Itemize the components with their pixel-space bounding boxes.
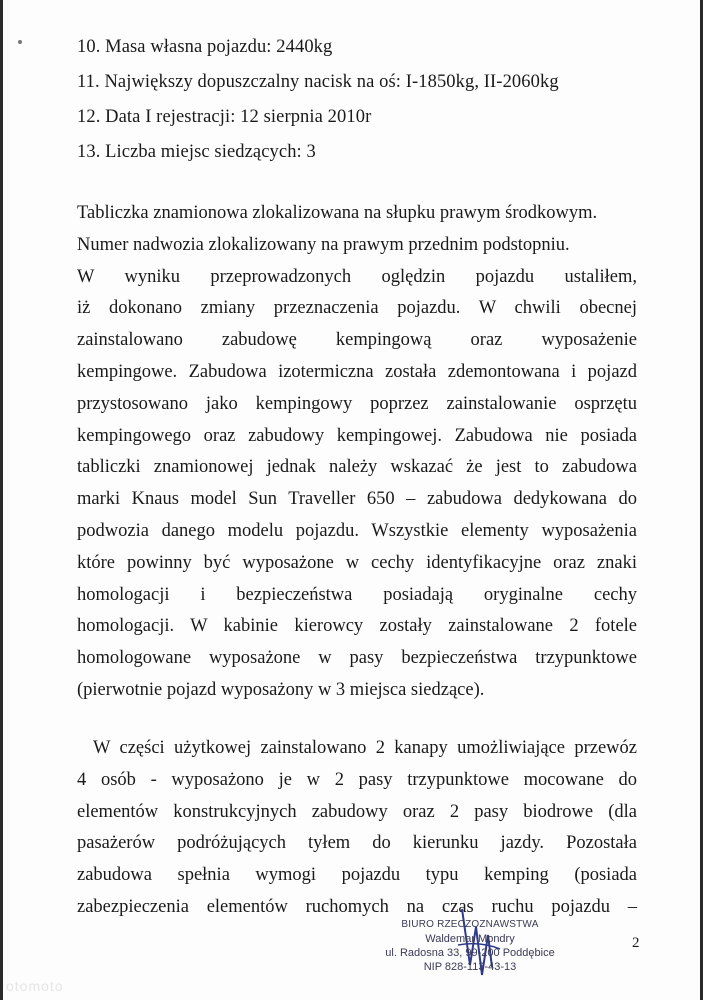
- text-line: marki Knaus model Sun Traveller 650 – zabudowa dedykowana do: [77, 489, 637, 510]
- text-line: Numer nadwozia zlokalizowany na prawym przednim podstopniu.: [77, 234, 570, 255]
- text-line: W części użytkowej zainstalowano 2 kanapy umożliwiające przewóz: [93, 738, 637, 758]
- text-line: (pierwotnie pojazd wyposażony w 3 miejsca siedzące).: [77, 679, 485, 700]
- text-line: kempingowe. Zabudowa izotermiczna została zdemontowana i pojazd: [77, 361, 637, 382]
- text-line: które powinny być wyposażone w cechy identyfikacyjne oraz znaki: [77, 552, 637, 573]
- text-line: homologacji. W kabinie kierowcy zostały zainstalowane 2 fotele: [77, 616, 637, 637]
- text-line: kempingowego oraz zabudowy kempingowej. Zabudowa nie posiada: [77, 425, 637, 446]
- vehicle-data-list: [77, 30, 637, 170]
- list-item: 10. Masa własna pojazdu: 2440kg: [77, 37, 333, 57]
- text-line: pasażerów podróżujących tyłem do kierunku jazdy. Pozostała: [77, 833, 637, 854]
- text-line: homologacji i bezpieczeństwa posiadają oryginalne cechy: [77, 584, 637, 605]
- company-stamp: [340, 918, 600, 974]
- stamp-line: BIURO RZECZOZNAWSTWA: [401, 919, 539, 930]
- text-line: zabudowa spełnia wymogi pojazdu typu kemping (posiada: [77, 865, 637, 886]
- stamp-line: Waldemar Mondry: [425, 933, 515, 945]
- paragraph-seating: [77, 733, 637, 924]
- text-line: Tabliczka znamionowa zlokalizowana na słupku prawym środkowym.: [77, 203, 598, 223]
- text-line: podwozia danego modelu pojazdu. Wszystkie elementy wyposażenia: [77, 520, 637, 541]
- text-line: iż dokonano zmiany przeznaczenia pojazdu. W chwili obecnej: [77, 298, 637, 319]
- text-line: zainstalowano zabudowę kempingową oraz wyposażenie: [77, 330, 637, 351]
- text-line: W wyniku przeprowadzonych oględzin pojazdu ustaliłem,: [77, 266, 637, 287]
- text-line: elementów konstrukcyjnych zabudowy oraz 2 pasy biodrowe (dla: [77, 801, 637, 822]
- stamp-line: ul. Radosna 33, 99-200 Poddębice: [385, 947, 555, 959]
- text-line: przystosowano jako kempingowy poprzez zainstalowanie osprzętu: [77, 393, 637, 414]
- text-line: tabliczki znamionowej jednak należy wskazać że jest to zabudowa: [77, 457, 637, 478]
- list-item: 12. Data I rejestracji: 12 sierpnia 2010r: [77, 107, 372, 127]
- left-border: [0, 0, 3, 1000]
- watermark: otomoto: [6, 978, 64, 994]
- paragraph-inspection: [77, 198, 637, 707]
- text-line: 4 osób - wyposażono je w 2 pasy trzypunktowe mocowane do: [77, 769, 637, 790]
- scan-speck: [18, 40, 22, 44]
- list-item: 11. Największy dopuszczalny nacisk na oś: I-1850kg, II-2060kg: [77, 72, 559, 92]
- page-number: 2: [632, 935, 640, 951]
- text-line: homologowane wyposażone w pasy bezpieczeństwa trzypunktowe: [77, 648, 637, 669]
- text-line: zabezpieczenia elementów ruchomych na czas ruchu pojazdu –: [77, 896, 637, 917]
- list-item: 13. Liczba miejsc siedzących: 3: [77, 142, 316, 162]
- stamp-line: NIP 828-113-43-13: [423, 961, 517, 973]
